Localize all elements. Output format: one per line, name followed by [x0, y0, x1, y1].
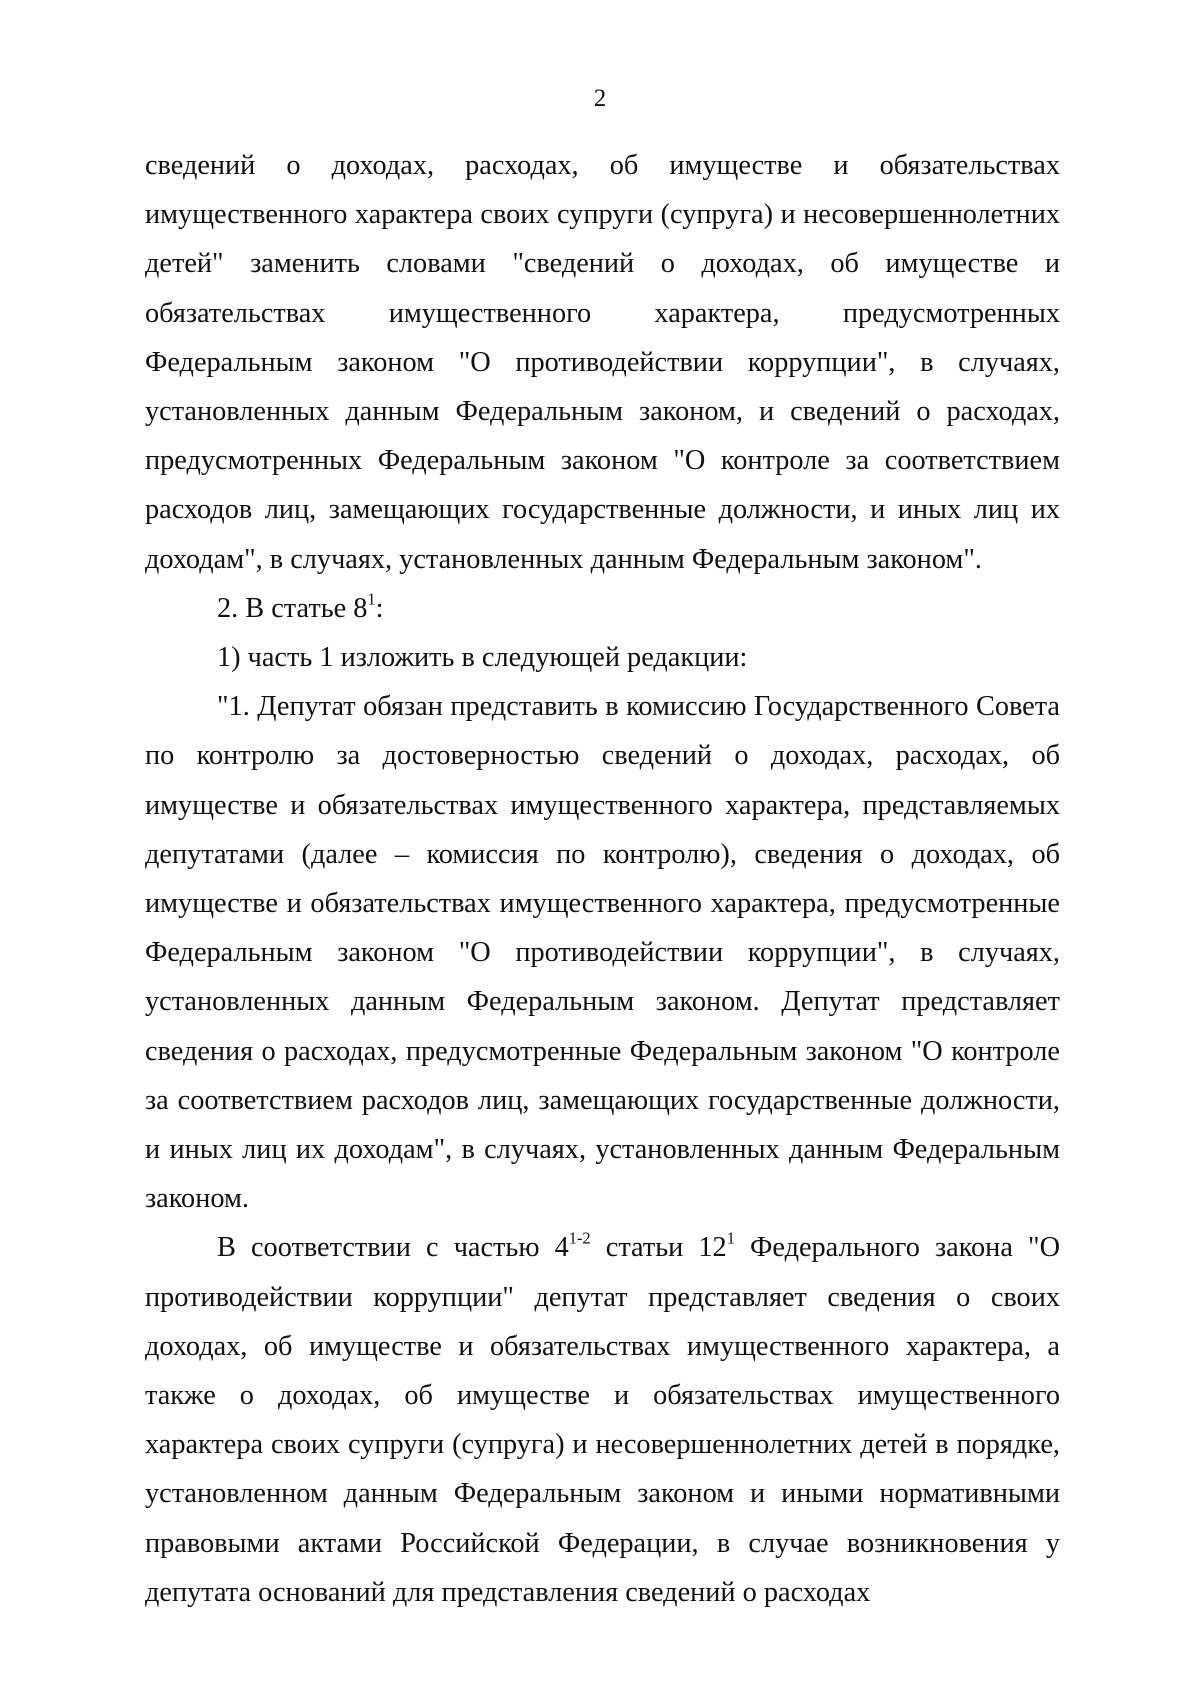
paragraph — [145, 633, 1060, 682]
paragraph-text: 2. В статье 8 — [217, 592, 368, 624]
superscript: 1 — [726, 1229, 735, 1249]
paragraph — [145, 1223, 1060, 1617]
paragraph-text: Федерального закона "О противодействии коррупции" депутат представляет сведения о своих доходах, об имуществе и обязательствах имущественного характера, а также о доходах, об имуществе и обязательствах имущественного характера своих супруги (супруга) и несовершеннолетних детей в порядке, установленном данным Федеральным законом и иными нормативными правовыми актами Российской Федерации, в случае возникновения у депутата оснований для представления сведений о расходах — [145, 1232, 1060, 1608]
paragraph-text: "1. Депутат обязан представить в комиссию Государственного Совета по контролю за достоверностью сведений о доходах, расходах, об имуществе и обязательствах имущественного характера, представляемых депутатами (далее – комиссия по контролю), сведения о доходах, об имуществе и обязательствах имущественного характера, предусмотренные Федеральным законом "О противодействии коррупции", в случаях, установленных данным Федеральным законом. Депутат представляет сведения о расходах, предусмотренные Федеральным законом "О контроле за соответствием расходов лиц, замещающих государственные должности, и иных лиц их доходам", в случаях, установленных данным Федеральным законом. — [145, 691, 1060, 1215]
paragraph-text: статьи 12 — [590, 1232, 727, 1264]
paragraph — [145, 584, 1060, 633]
superscript: 1 — [367, 589, 376, 609]
page-number: 2 — [593, 85, 607, 112]
paragraph-text: 1) часть 1 изложить в следующей редакции: — [217, 642, 748, 674]
superscript: 1-2 — [568, 1229, 591, 1249]
paragraph-text: : — [375, 592, 384, 624]
paragraph-text: сведений о доходах, расходах, об имуществе и обязательствах имущественного характера своих супруги (супруга) и несовершеннолетних детей" заменить словами "сведений о доходах, об имуществе и обязательствах имущественного характера, предусмотренных Федеральным законом "О противодействии коррупции", в случаях, установленных данным Федеральным законом, и сведений о расходах, предусмотренных Федеральным законом "О контроле за соответствием расходов лиц, замещающих государственные должности, и иных лиц их доходам", в случаях, установленных данным Федеральным законом". — [145, 150, 1060, 575]
paragraph — [145, 682, 1060, 1223]
paragraph-text: В соответствии с частью 4 — [217, 1232, 569, 1264]
paragraph — [145, 141, 1060, 584]
document-body — [145, 141, 1060, 1617]
